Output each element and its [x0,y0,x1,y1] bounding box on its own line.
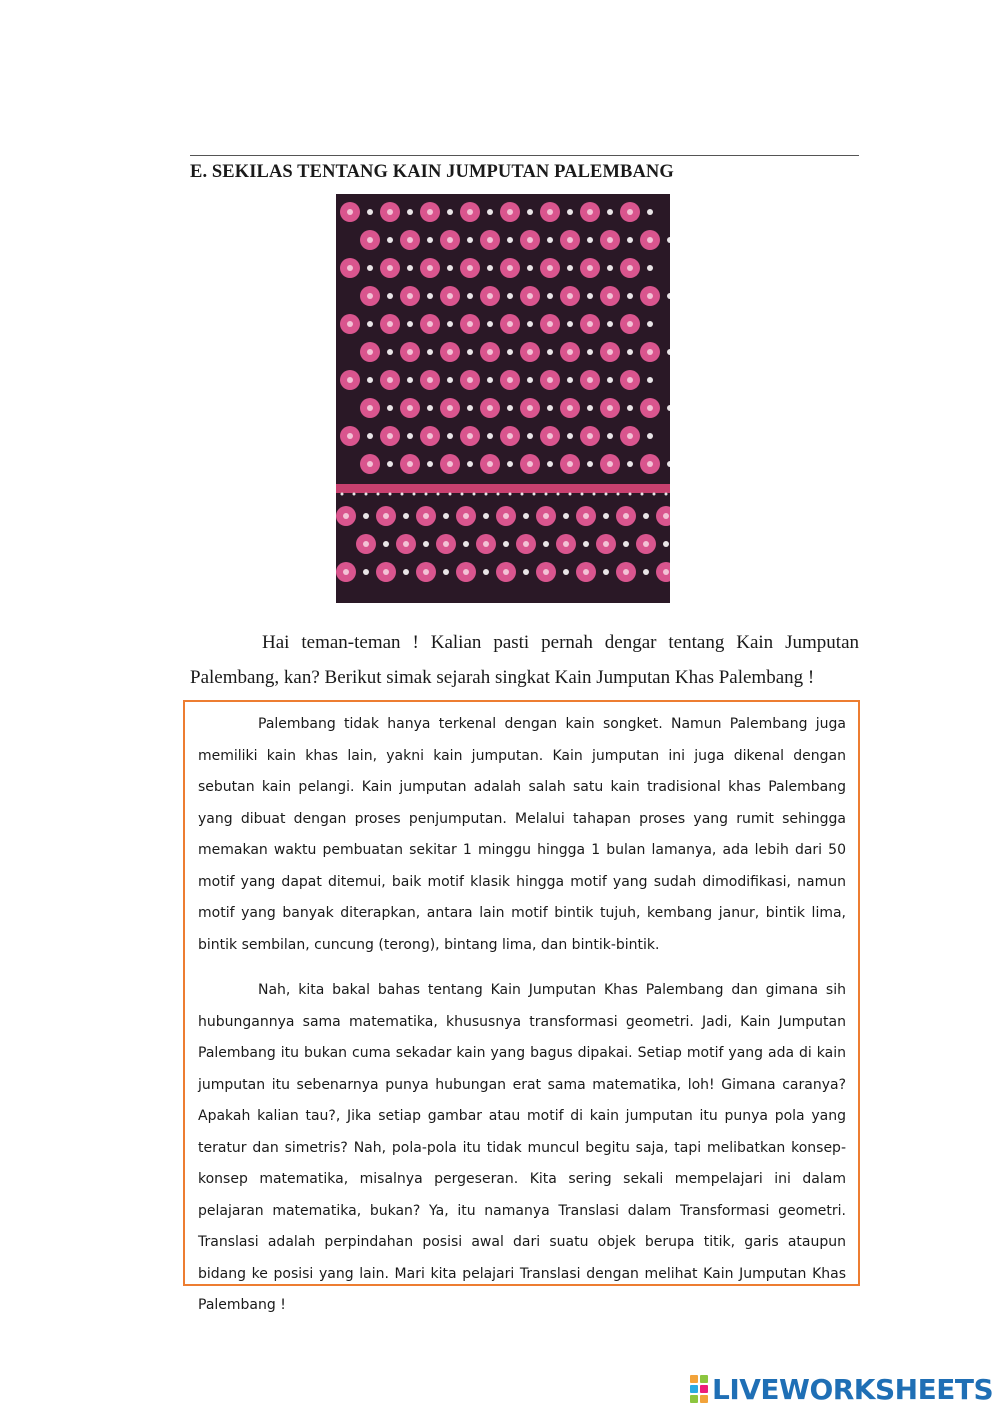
motif-flower-center [503,513,509,519]
motif-flower-center [647,405,653,411]
motif-dot [607,321,613,327]
stripe-dot [353,493,356,496]
motif-flower-center [387,321,393,327]
stripe-dot [521,493,524,496]
motif-dot [467,405,473,411]
motif-dot [647,321,653,327]
motif-dot [427,293,433,299]
motif-dot [367,265,373,271]
stripe-dot [509,493,512,496]
motif-dot [547,461,553,467]
motif-dot [467,237,473,243]
motif-flower-center [543,569,549,575]
motif-dot [587,293,593,299]
motif-flower-center [523,541,529,547]
motif-flower-center [423,513,429,519]
motif-flower-center [367,349,373,355]
motif-flower-center [447,293,453,299]
motif-dot [407,209,413,215]
top-rule [190,155,859,156]
motif-flower-center [427,377,433,383]
motif-flower-center [447,461,453,467]
motif-flower-center [547,321,553,327]
motif-flower-center [423,569,429,575]
motif-dot [563,569,569,575]
motif-flower-center [647,293,653,299]
motif-dot [447,209,453,215]
motif-flower-center [367,293,373,299]
motif-flower-center [407,461,413,467]
motif-dot [523,513,529,519]
motif-dot [607,209,613,215]
motif-flower-center [407,405,413,411]
motif-flower-center [567,461,573,467]
motif-dot [483,513,489,519]
motif-dot [467,349,473,355]
motif-flower-center [627,377,633,383]
stripe-dot [425,493,428,496]
motif-flower-center [627,265,633,271]
motif-dot [427,405,433,411]
motif-dot [627,349,633,355]
motif-dot [547,405,553,411]
motif-flower-center [567,293,573,299]
motif-dot [403,513,409,519]
motif-dot [607,377,613,383]
motif-flower-center [467,209,473,215]
stripe-dot [641,493,644,496]
motif-dot [527,265,533,271]
motif-flower-center [627,321,633,327]
motif-dot [483,569,489,575]
motif-flower-center [367,237,373,243]
motif-dot [527,377,533,383]
motif-dot [587,237,593,243]
stripe-dot [545,493,548,496]
motif-dot [467,461,473,467]
fabric-pattern [336,194,670,603]
motif-flower-center [383,569,389,575]
motif-dot [447,433,453,439]
motif-flower-center [623,513,629,519]
motif-dot [383,541,389,547]
motif-dot [387,293,393,299]
motif-dot [547,349,553,355]
motif-dot [607,265,613,271]
motif-dot [487,433,493,439]
motif-flower-center [547,377,553,383]
motif-flower-center [527,461,533,467]
motif-dot [487,321,493,327]
motif-dot [387,237,393,243]
motif-flower-center [343,513,349,519]
motif-dot [623,541,629,547]
motif-flower-center [407,293,413,299]
motif-flower-center [347,321,353,327]
motif-flower-center [547,433,553,439]
stripe-dot [377,493,380,496]
motif-dot [423,541,429,547]
motif-flower-center [527,293,533,299]
motif-flower-center [487,237,493,243]
motif-flower-center [487,461,493,467]
motif-dot [567,265,573,271]
motif-flower-center [547,209,553,215]
motif-flower-center [427,265,433,271]
motif-dot [507,461,513,467]
liveworksheets-logo [690,1373,993,1405]
motif-dot [627,461,633,467]
motif-flower-center [403,541,409,547]
kain-jumputan-photo [336,194,670,603]
motif-flower-center [603,541,609,547]
motif-dot [487,209,493,215]
motif-dot [583,541,589,547]
motif-dot [627,237,633,243]
motif-flower-center [527,237,533,243]
stripe-dot [449,493,452,496]
motif-flower-center [427,209,433,215]
stripe-dot [461,493,464,496]
motif-flower-center [427,433,433,439]
motif-flower-center [383,513,389,519]
motif-flower-center [443,541,449,547]
motif-flower-center [467,265,473,271]
motif-dot [367,321,373,327]
motif-dot [587,461,593,467]
motif-flower-center [343,569,349,575]
motif-dot [507,349,513,355]
motif-flower-center [387,377,393,383]
motif-flower-center [587,377,593,383]
motif-dot [363,569,369,575]
stripe-dot [485,493,488,496]
motif-flower-center [507,209,513,215]
motif-flower-center [507,265,513,271]
motif-flower-center [607,461,613,467]
motif-flower-center [407,237,413,243]
motif-dot [367,433,373,439]
motif-flower-center [487,293,493,299]
intro-paragraph: Hai teman-teman ! Kalian pasti pernah dengar tentang Kain Jumputan Palembang, kan? Berikut simak sejarah singkat Kain Jumputan Khas Palembang ! [190,632,859,688]
motif-dot [507,405,513,411]
motif-flower-center [647,349,653,355]
motif-flower-center [367,405,373,411]
motif-dot [363,513,369,519]
motif-flower-center [627,433,633,439]
motif-flower-center [407,349,413,355]
motif-dot [567,377,573,383]
stripe-dot [581,493,584,496]
motif-flower-center [587,209,593,215]
stripe-dot [533,493,536,496]
motif-flower-center [503,569,509,575]
motif-flower-center [623,569,629,575]
motif-flower-center [663,569,669,575]
motif-flower-center [627,209,633,215]
stripe-dot [557,493,560,496]
stripe-dot [413,493,416,496]
motif-dot [523,569,529,575]
motif-flower-center [607,405,613,411]
stripe-dot [365,493,368,496]
motif-flower-center [607,293,613,299]
motif-dot [647,433,653,439]
motif-dot [607,433,613,439]
motif-flower-center [643,541,649,547]
motif-dot [527,209,533,215]
motif-flower-center [367,461,373,467]
motif-flower-center [587,433,593,439]
motif-dot [603,569,609,575]
motif-dot [587,349,593,355]
motif-flower-center [347,377,353,383]
motif-flower-center [463,569,469,575]
motif-dot [427,237,433,243]
motif-dot [547,237,553,243]
motif-dot [387,461,393,467]
motif-dot [503,541,509,547]
motif-flower-center [347,265,353,271]
motif-dot [447,377,453,383]
motif-dot [507,237,513,243]
motif-dot [367,377,373,383]
stripe-dot [569,493,572,496]
stripe-dot [617,493,620,496]
motif-flower-center [527,349,533,355]
intro-text [190,625,859,695]
motif-flower-center [467,377,473,383]
stripe-dot [653,493,656,496]
motif-dot [527,321,533,327]
motif-dot [663,541,669,547]
stripe-dot [437,493,440,496]
motif-flower-center [427,321,433,327]
stripe-dot [341,493,344,496]
motif-dot [647,209,653,215]
motif-flower-center [387,209,393,215]
motif-flower-center [587,265,593,271]
motif-dot [567,209,573,215]
motif-flower-center [563,541,569,547]
motif-dot [467,293,473,299]
stripe-dot [605,493,608,496]
stripe-dot [629,493,632,496]
motif-dot [567,321,573,327]
motif-flower-center [543,513,549,519]
motif-dot [407,265,413,271]
motif-flower-center [363,541,369,547]
motif-dot [647,377,653,383]
motif-flower-center [567,349,573,355]
motif-flower-center [447,349,453,355]
history-paragraph-2: Nah, kita bakal bahas tentang Kain Jumputan Khas Palembang dan gimana sih hubungannya sama matematika, khususnya transformasi geometri. Jadi, Kain Jumputan Palembang itu bukan cuma sekadar kain yang bagus dipakai. Setiap motif yang ada di kain jumputan itu sebenarnya punya hubungan erat sama matematika, loh! Gimana caranya? Apakah kalian tau?, Jika setiap gambar atau motif di kain jumputan itu punya pola yang teratur dan simetris? Nah, pola-pola itu tidak muncul begitu saja, tapi melibatkan konsep-konsep matematika, misalnya pergeseran. Kita sering sekali mempelajari ini dalam pelajaran matematika, bukan? Ya, itu namanya Translasi dalam Transformasi geometri. Translasi adalah perpindahan posisi awal dari suatu objek berupa titik, garis ataupun bidang ke posisi yang lain. Mari kita pelajari Translasi dengan melihat Kain Jumputan Khas Palembang ! [198,982,846,1313]
motif-dot [627,405,633,411]
motif-flower-center [567,237,573,243]
motif-dot [587,405,593,411]
motif-dot [567,433,573,439]
motif-flower-center [583,513,589,519]
motif-flower-center [467,433,473,439]
motif-flower-center [607,349,613,355]
motif-flower-center [467,321,473,327]
motif-dot [647,265,653,271]
motif-dot [407,433,413,439]
stripe-dot [497,493,500,496]
motif-flower-center [347,433,353,439]
motif-flower-center [647,237,653,243]
motif-dot [543,541,549,547]
motif-dot [507,293,513,299]
motif-dot [427,461,433,467]
fabric-stripe [336,484,670,493]
motif-dot [407,321,413,327]
motif-dot [547,293,553,299]
motif-dot [643,569,649,575]
motif-flower-center [507,321,513,327]
motif-dot [387,349,393,355]
motif-flower-center [507,433,513,439]
logo-text: LIVEWORKSHEETS [712,1372,994,1406]
motif-flower-center [387,265,393,271]
motif-dot [443,569,449,575]
motif-dot [447,265,453,271]
motif-dot [443,513,449,519]
motif-dot [487,377,493,383]
motif-flower-center [483,541,489,547]
motif-dot [643,513,649,519]
motif-flower-center [587,321,593,327]
motif-dot [463,541,469,547]
motif-flower-center [447,237,453,243]
motif-flower-center [583,569,589,575]
motif-flower-center [663,513,669,519]
motif-flower-center [487,349,493,355]
history-paragraph-1: Palembang tidak hanya terkenal dengan kain songket. Namun Palembang juga memiliki kain khas lain, yakni kain jumputan. Kain jumputan ini juga dikenal dengan sebutan kain pelangi. Kain jumputan adalah salah satu kain tradisional khas Palembang yang dibuat dengan proses penjumputan. Melalui tahapan proses yang rumit sehingga memakan waktu pembuatan sekitar 1 minggu hingga 1 bulan lamanya, ada lebih dari 50 motif yang dapat ditemui, baik motif klasik hingga motif yang sudah dimodifikasi, namun motif yang banyak diterapkan, antara lain motif bintik tujuh, kembang janur, bintik lima, bintik sembilan, cuncung (terong), bintang lima, dan bintik-bintik. [198,716,846,953]
motif-flower-center [647,461,653,467]
motif-dot [407,377,413,383]
motif-dot [427,349,433,355]
motif-flower-center [507,377,513,383]
motif-dot [403,569,409,575]
motif-dot [603,513,609,519]
motif-flower-center [463,513,469,519]
motif-dot [527,433,533,439]
history-box [183,700,860,1313]
stripe-dot [473,493,476,496]
motif-dot [447,321,453,327]
motif-flower-center [387,433,393,439]
motif-flower-center [527,405,533,411]
motif-flower-center [447,405,453,411]
motif-flower-center [487,405,493,411]
motif-dot [627,293,633,299]
motif-flower-center [607,237,613,243]
motif-dot [387,405,393,411]
motif-flower-center [547,265,553,271]
motif-flower-center [347,209,353,215]
logo-icon [690,1375,708,1403]
stripe-dot [593,493,596,496]
motif-dot [367,209,373,215]
stripe-dot [389,493,392,496]
motif-dot [487,265,493,271]
motif-flower-center [567,405,573,411]
stripe-dot [401,493,404,496]
motif-dot [563,513,569,519]
section-heading: E. SEKILAS TENTANG KAIN JUMPUTAN PALEMBANG [190,162,674,182]
stripe-dot [665,493,668,496]
